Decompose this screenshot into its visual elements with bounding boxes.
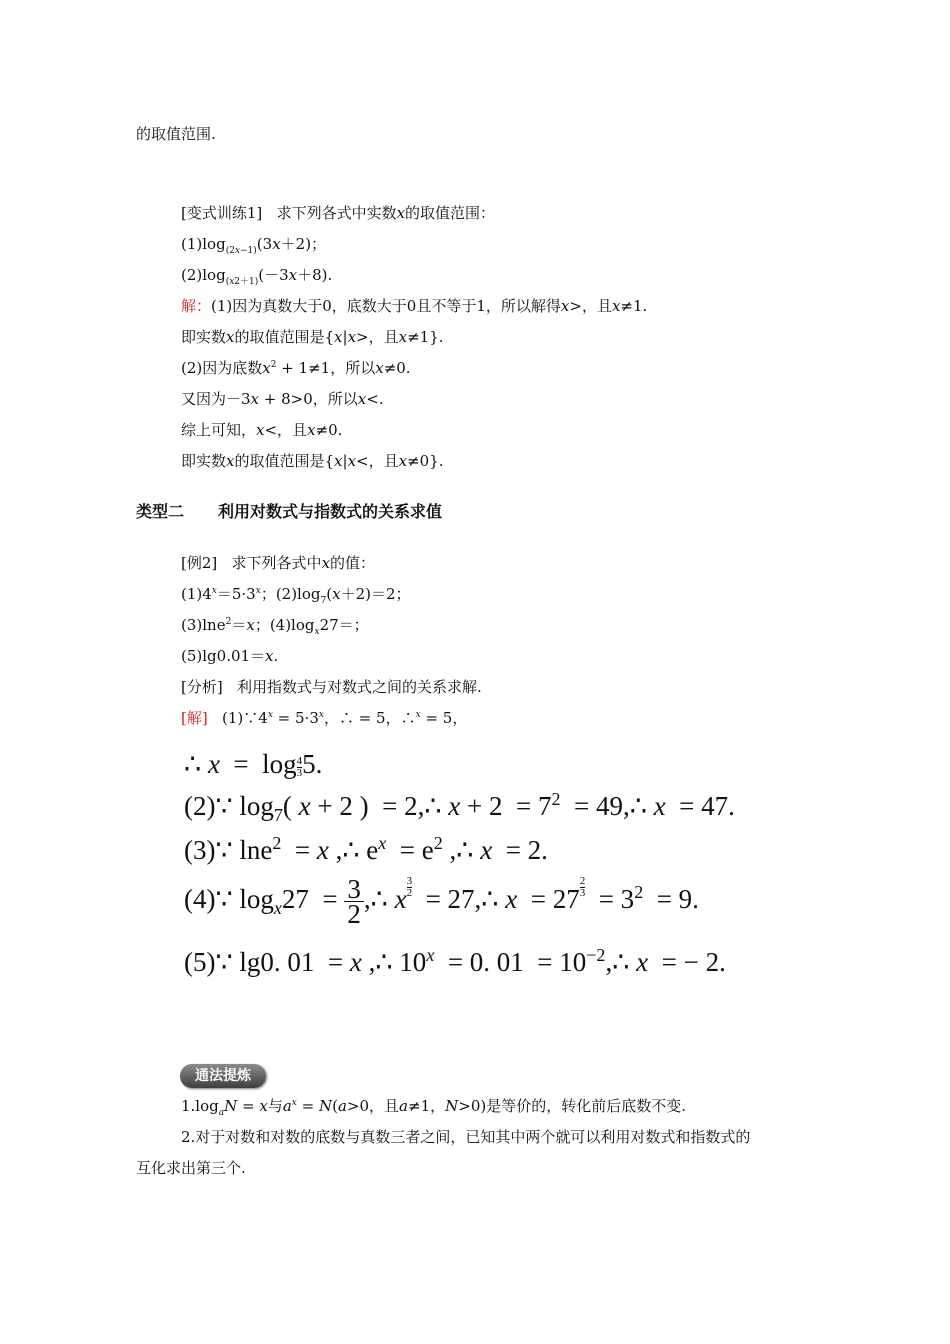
summary-point-2a: 2.对于对数和对数的底数与真数三者之间，已知其中两个就可以利用对数式和指数式的 xyxy=(181,1128,751,1146)
practice-label: [变式训练1] xyxy=(181,204,263,222)
math-line-1: ∴ x = log $\frac{4}{3}$ 5. xyxy=(184,749,323,779)
math-line-3: (3)∵ lne$^2$ = x ,∴ $e^x = e^2$ ,∴ x = 2. xyxy=(184,833,548,865)
summary-badge: 通法提炼 xyxy=(180,1064,266,1088)
math-line-2: (2)∵ $\log_7$( x + 2 ) = 2,∴ $x + 2 = 7^2$ = 49,∴ x = 47. xyxy=(184,789,735,825)
section-heading: 类型二 利用对数式与指数式的关系求值 xyxy=(136,502,443,521)
summary-point-2b: 互化求出第三个. xyxy=(136,1159,246,1177)
solution-line-6: 即实数x的取值范围是{x|x<，且x≠0}. xyxy=(181,452,444,470)
solution-line-1: 解：(1)因为真数大于0，底数大于0且不等于1，所以解得x>，且x≠1. xyxy=(181,297,648,315)
solution-label: 解： xyxy=(181,297,212,315)
summary-point-1: $1.\log_aN = x$与$a^x = N(a>0$，且a≠1，N>0)是等价的，转化前后底数不变. xyxy=(181,1097,686,1118)
math-line-5: (5)∵ lg0. 01 = x ,∴ 10$^x$ = 0. $01 = 10^{-2},\therefore$ x = − 2. xyxy=(184,945,726,977)
intro-text: 的取值范围. xyxy=(136,125,216,143)
solution-line-3: (2)因为底数$x^2 + 1\ne 1$，所以x≠0. xyxy=(181,359,411,377)
practice-heading: [变式训练1] 求下列各式中实数x的取值范围： xyxy=(181,204,496,222)
practice-question-2: $(2)\log_{(x2+1)}(-3x+8)$. xyxy=(181,266,333,287)
solution-line-5: 综上可知，x<，且x≠0. xyxy=(181,421,343,439)
example-heading: [例2] 求下列各式中x的值： xyxy=(181,554,376,572)
example-questions-3-4: (3)lne$^2$＝x；$(4)\log_x27=$； xyxy=(181,616,369,637)
example-question-5: (5)lg0.01＝x. xyxy=(181,647,279,665)
math-line-4: (4)∵ $\log_x27$ = $\frac{3}{2}$ ,∴ x $\frac{3}{2}$ = 27,∴ x = 27 $\frac{2}{3}$ = $3^2 = 9$. xyxy=(184,874,699,930)
example-questions-1-2: $(1)4^x=5\cdot 3^x$；$(2)\log_7(x+2)=2$； xyxy=(181,585,411,606)
solution-line-2: 即实数x的取值范围是{x|x>，且x≠1}. xyxy=(181,328,444,346)
solution-line-4: 又因为－3x + 8>0，所以x<. xyxy=(181,390,384,408)
analysis-line: [分析] 利用指数式与对数式之间的关系求解. xyxy=(181,678,482,696)
answer-line: [解] $(1)\because 4^x = 5\cdot 3^x$，∴ = 5，∴$^x$ = 5， xyxy=(181,709,468,727)
practice-question-1: $(1)\log_{(2x-1)}(3x+2)$； xyxy=(181,235,327,256)
